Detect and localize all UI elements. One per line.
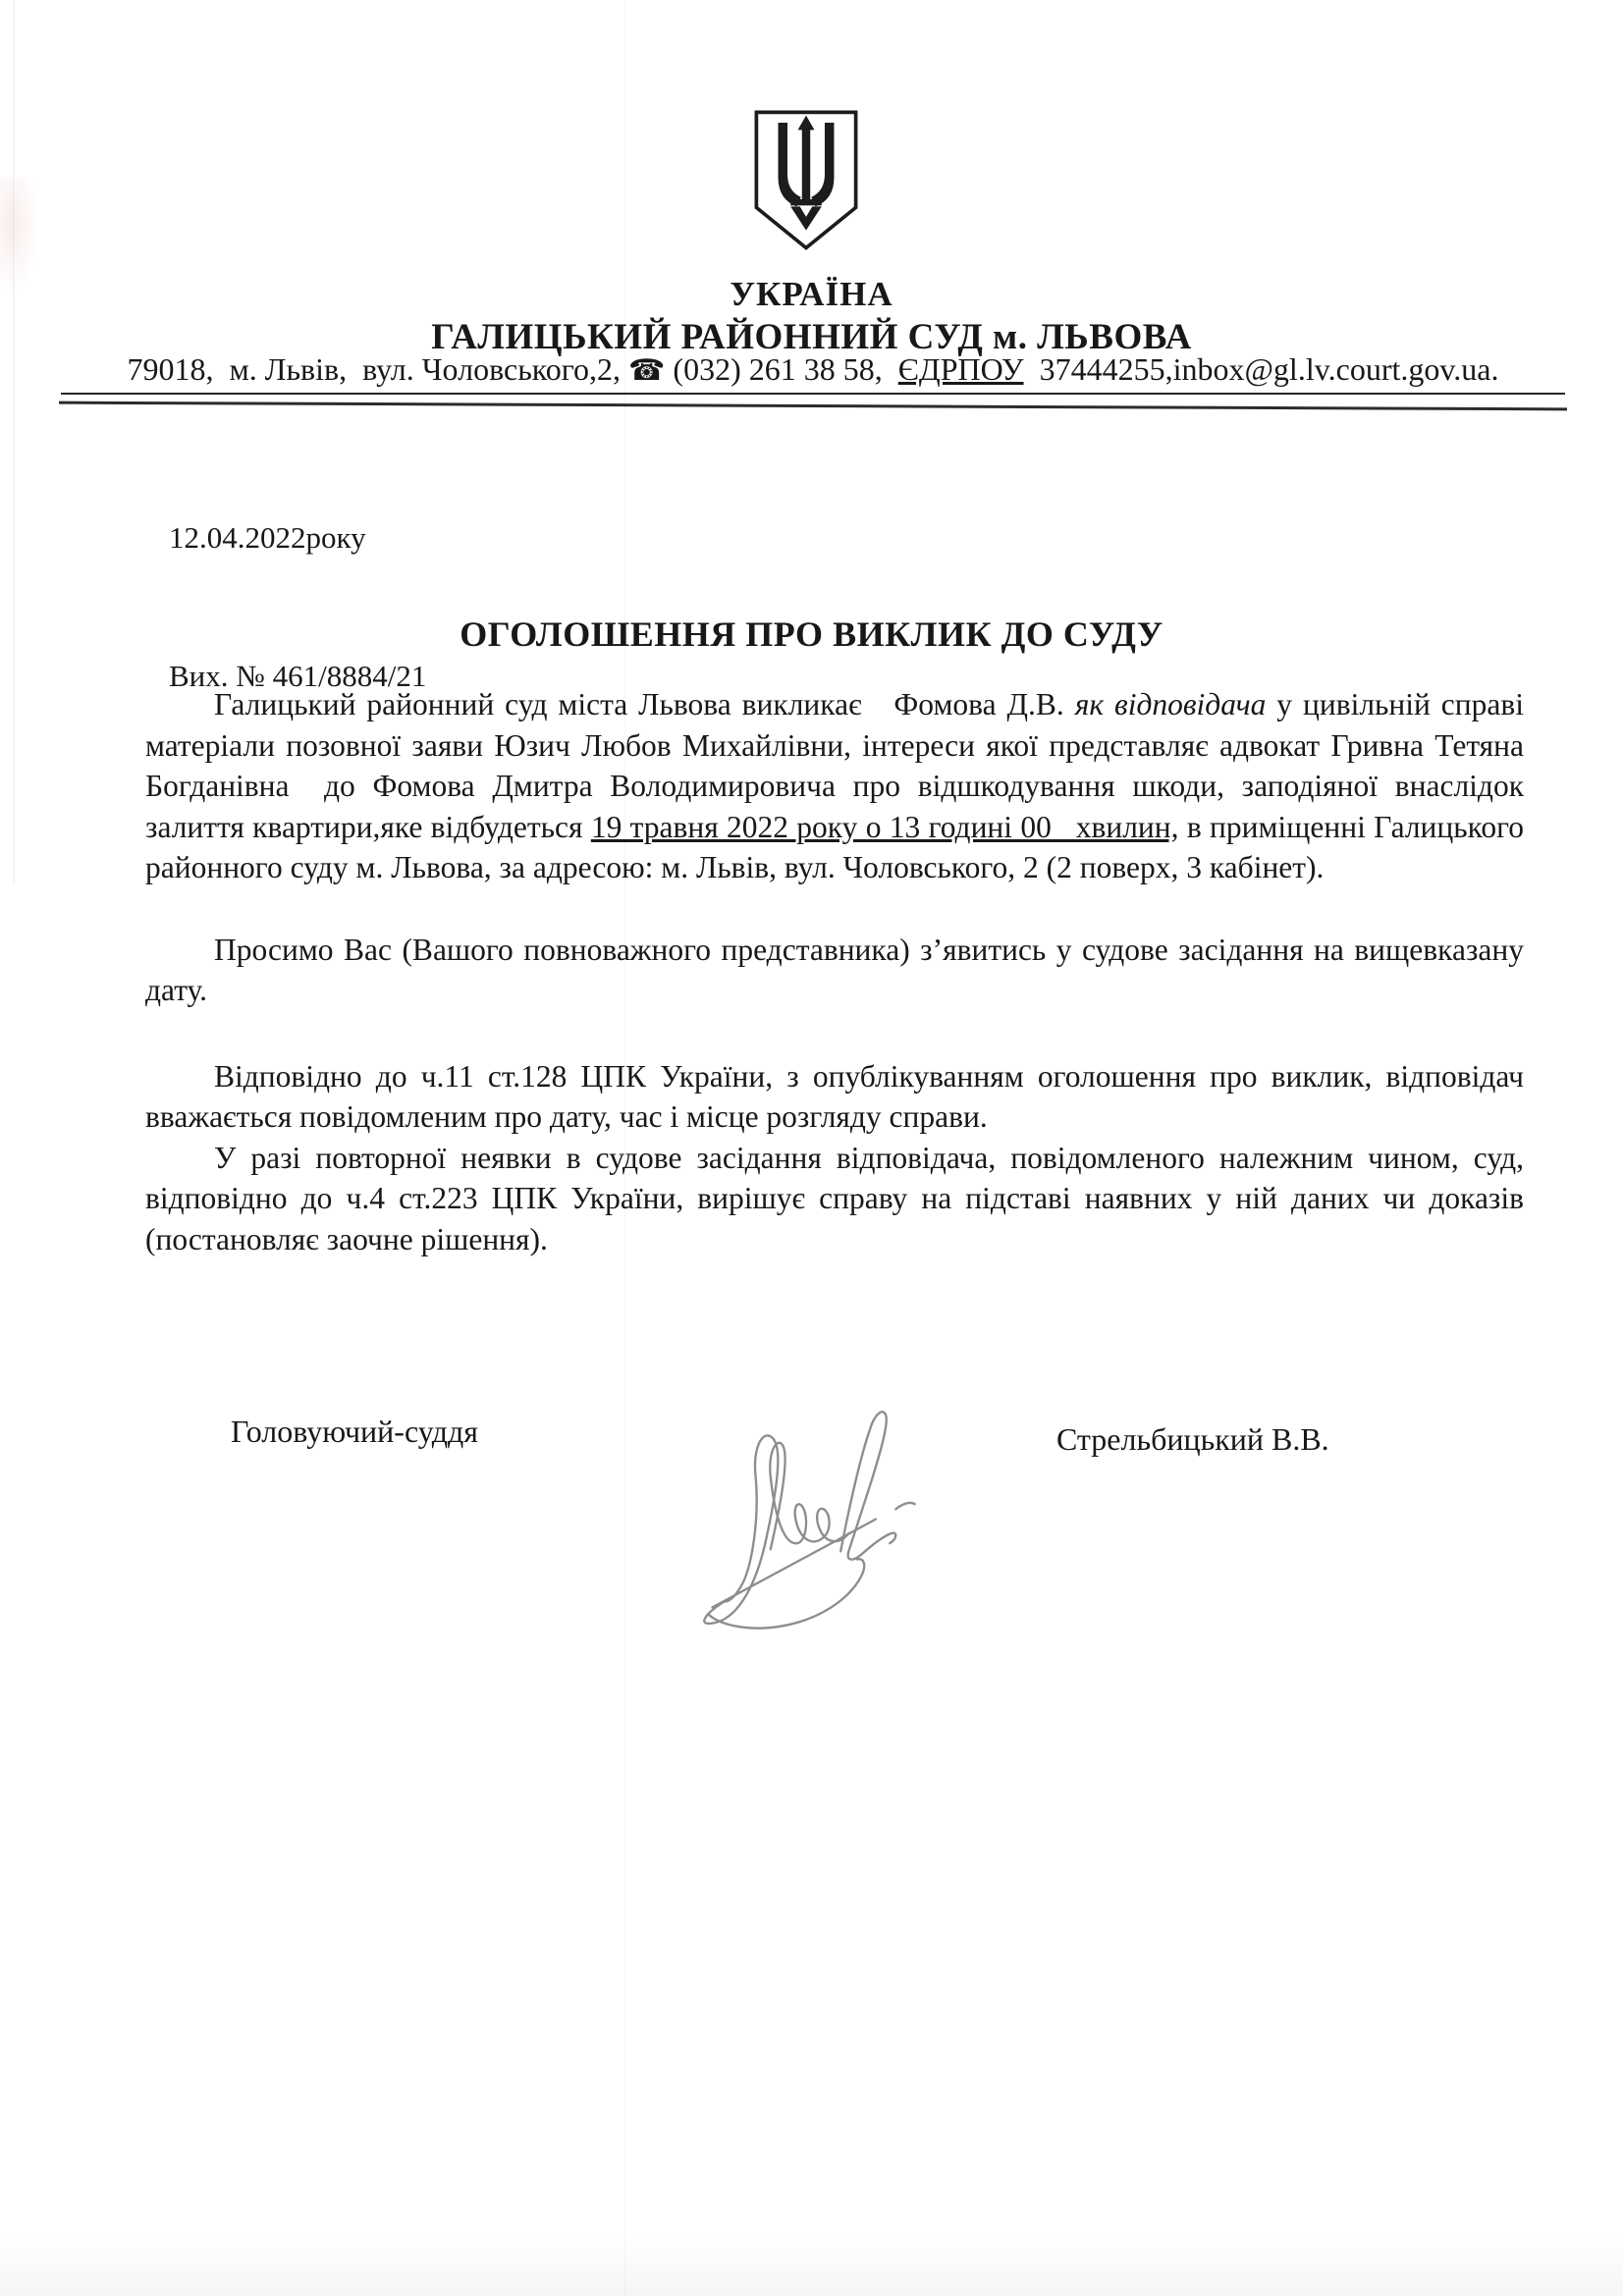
country-name: УКРАЇНА [730, 275, 893, 313]
paragraph-legal-notice-absence: У разі повторної неявки в судове засідання відповідача, повідомленого належним чином, суд, відповідно до ч.4 ст.223 ЦПК України, вирішує справу на підставі наявних у ній даних чи доказів (постановляє заочне рішення). [145, 1140, 1532, 1256]
paragraph-legal-notice-publication: Відповідно до ч.11 ст.128 ЦПК України, з опублікуванням оголошення про виклик, відповідач вважається повідомленим про дату, час і місце розгляду справи. [145, 1058, 1532, 1134]
document-title: ОГОЛОШЕННЯ ПРО ВИКЛИК ДО СУДУ [460, 614, 1163, 654]
court-name: ГАЛИЦЬКИЙ РАЙОННИЙ СУД м. ЛЬВОВА [431, 317, 1192, 357]
scan-edge-artifact [13, 0, 15, 883]
address-part2: (032) 261 38 58, [665, 351, 898, 387]
paragraph-request-to-appear: Просимо Вас (Вашого повноважного представника) з’явитись у судове засідання на вищевказану дату. [145, 932, 1532, 1007]
p1-segment-3: у цивільній справі матеріали позовної заяви Юзич Любов Михайлівни, інтереси якої представляє адвокат Гривна Тетяна Богданівна до Фомова Дмитра Володимировича про відшкодування шкоди, заподіяної внаслідок залиття квартири,яке відбудеться [145, 687, 1547, 844]
letterhead-divider-rule [59, 401, 1567, 411]
judge-signature [690, 1389, 921, 1634]
document-body [145, 684, 1547, 1259]
signatory-name: Стрельбицький В.В. [1056, 1421, 1329, 1457]
phone-icon: ☎ [628, 353, 666, 388]
document-date: 12.04.2022року [169, 520, 366, 555]
scan-bottom-shadow [0, 2237, 1623, 2296]
signatory-role-label: Головуючий-суддя [231, 1414, 478, 1449]
p1-segment-5: в приміщенні Галицького районного суду м. Львова, за адресою: м. Львів, вул. Чоловського, 2 (2 поверх, 3 кабінет). [145, 809, 1532, 884]
paragraph-summons [145, 684, 1547, 888]
address-part1: 79018, м. Львів, вул. Чоловського,2, [127, 351, 629, 387]
address-part3: 37444255,inbox@gl.lv.court.gov.ua. [1023, 351, 1499, 387]
p1-segment-defendant-italic: як відповідача [1074, 687, 1267, 721]
p1-segment-1: Галицький районний суд міста Львова викликає Фомова Д.В. [214, 687, 1075, 721]
tryzub-coat-of-arms-icon [749, 108, 863, 253]
p1-segment-hearing-date-underlined: 19 травня 2022 року о 13 годині 00 хвилин, [590, 809, 1179, 844]
edrpou-label: ЄДРПОУ [897, 351, 1024, 387]
letterhead-address-line [61, 351, 1565, 395]
outgoing-number: Вих. № 461/8884/21 [169, 659, 427, 693]
